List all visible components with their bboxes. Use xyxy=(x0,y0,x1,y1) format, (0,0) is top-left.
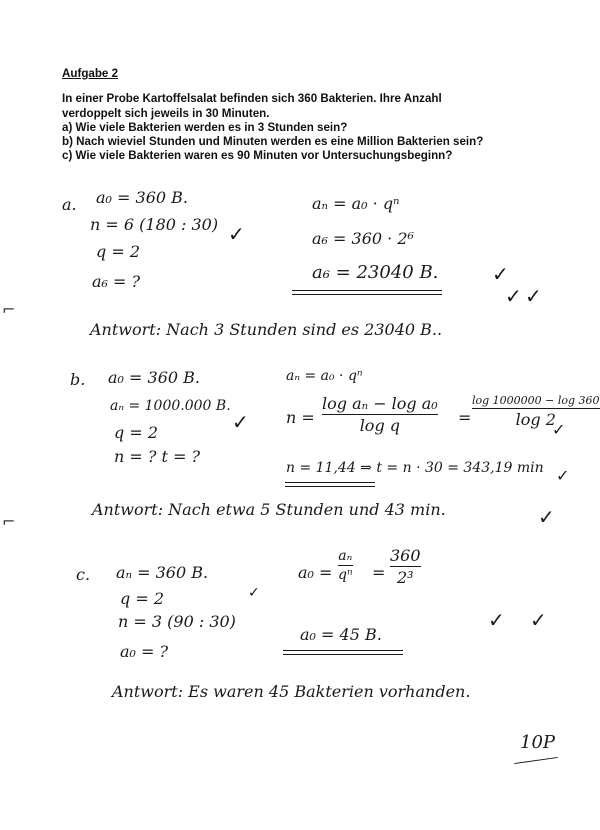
part-a-unknown: a₆ = ? xyxy=(92,272,141,291)
part-b-result: n = 11,44 ⇒ t = n · 30 = 343,19 min xyxy=(286,460,544,476)
part-b-given-q: q = 2 xyxy=(114,423,158,442)
fraction-numerator: 360 xyxy=(390,546,421,565)
result-underline xyxy=(292,290,442,291)
grade-underline xyxy=(514,757,558,764)
part-a-result: a₆ = 23040 B. xyxy=(312,262,439,283)
part-a-answer: Antwort: Nach 3 Stunden sind es 23040 B.. xyxy=(90,320,443,339)
fraction-bar xyxy=(338,565,353,566)
part-b-formula: aₙ = a₀ · qⁿ xyxy=(286,368,363,384)
part-b-n-eq: n = xyxy=(286,408,315,427)
checkmark-icon: ✓ xyxy=(556,466,570,485)
question-b: b) Nach wieviel Stunden und Minuten werden es eine Million Bakterien sein? xyxy=(62,135,484,148)
part-c-unknown: a₀ = ? xyxy=(120,642,169,661)
checkmark-icon: ✓ xyxy=(248,585,260,601)
margin-mark: ⌐ xyxy=(2,512,16,531)
checkmark-icon: ✓ xyxy=(505,284,522,308)
part-b-fraction-log xyxy=(322,394,438,435)
fraction-numerator: aₙ xyxy=(338,548,353,564)
result-underline xyxy=(283,654,403,655)
result-underline xyxy=(283,650,403,651)
fraction-denominator: log q xyxy=(359,416,401,436)
question-c: c) Wie viele Bakterien waren es 90 Minuten vor Untersuchungsbeginn? xyxy=(62,149,453,162)
checkmark-icon: ✓ xyxy=(525,284,542,308)
part-c-given-n: n = 3 (90 : 30) xyxy=(118,612,236,631)
fraction-numerator: log 1000000 − log 360 xyxy=(472,394,600,407)
part-c-label: c. xyxy=(76,565,91,584)
checkmark-icon: ✓ xyxy=(552,420,566,439)
margin-mark: ⌐ xyxy=(2,300,16,319)
part-c-a0-eq: a₀ = xyxy=(298,563,333,582)
fraction-bar xyxy=(390,566,421,567)
part-c-given-q: q = 2 xyxy=(120,589,164,608)
part-c-answer: Antwort: Es waren 45 Bakterien vorhanden. xyxy=(112,682,471,701)
fraction-denominator: 2³ xyxy=(396,568,414,588)
checkmark-icon: ✓ xyxy=(232,410,249,434)
question-a: a) Wie viele Bakterien werden es in 3 Stunden sein? xyxy=(62,121,348,134)
part-a-given-a0: a₀ = 360 B. xyxy=(96,188,188,207)
part-c-result: a₀ = 45 B. xyxy=(300,625,382,644)
fraction-numerator: log aₙ − log a₀ xyxy=(322,394,438,413)
checkmark-icon: ✓ xyxy=(228,222,245,246)
part-a-step: a₆ = 360 · 2⁶ xyxy=(312,229,414,248)
checkmark-icon: ✓ xyxy=(492,262,509,286)
checkmark-icon: ✓ xyxy=(530,608,547,632)
part-b-fraction-values xyxy=(472,394,600,429)
fraction-bar xyxy=(472,408,600,409)
part-c-eq-sign: = xyxy=(372,563,386,582)
task-intro-line1: In einer Probe Kartoffelsalat befinden sich 360 Bakterien. Ihre Anzahl xyxy=(62,92,442,105)
checkmark-icon: ✓ xyxy=(538,505,555,529)
part-a-formula: aₙ = a₀ · qⁿ xyxy=(312,194,400,213)
task-heading: Aufgabe 2 xyxy=(62,67,119,80)
part-a-given-q: q = 2 xyxy=(96,242,140,261)
part-c-fraction-symbolic xyxy=(338,548,353,583)
part-b-given-an: aₙ = 1000.000 B. xyxy=(110,398,231,414)
task-intro-line2: verdoppelt sich jeweils in 30 Minuten. xyxy=(62,107,270,120)
part-b-eq-sign: = xyxy=(458,408,472,427)
part-b-given-a0: a₀ = 360 B. xyxy=(108,368,200,387)
part-b-unknown: n = ? t = ? xyxy=(114,447,201,466)
fraction-denominator: log 2 xyxy=(515,410,556,430)
part-b-label: b. xyxy=(70,370,86,389)
part-c-fraction-values xyxy=(390,546,421,587)
result-underline xyxy=(292,294,442,295)
part-b-answer: Antwort: Nach etwa 5 Stunden und 43 min. xyxy=(92,500,446,519)
part-a-given-n: n = 6 (180 : 30) xyxy=(90,215,219,234)
checkmark-icon: ✓ xyxy=(488,608,505,632)
part-c-given-an: aₙ = 360 B. xyxy=(116,563,209,582)
part-a-label: a. xyxy=(62,195,77,214)
fraction-denominator: qⁿ xyxy=(338,567,353,584)
result-underline xyxy=(285,486,375,487)
grade-mark: 10P xyxy=(520,732,556,753)
fraction-bar xyxy=(322,414,438,415)
result-underline xyxy=(285,482,375,483)
